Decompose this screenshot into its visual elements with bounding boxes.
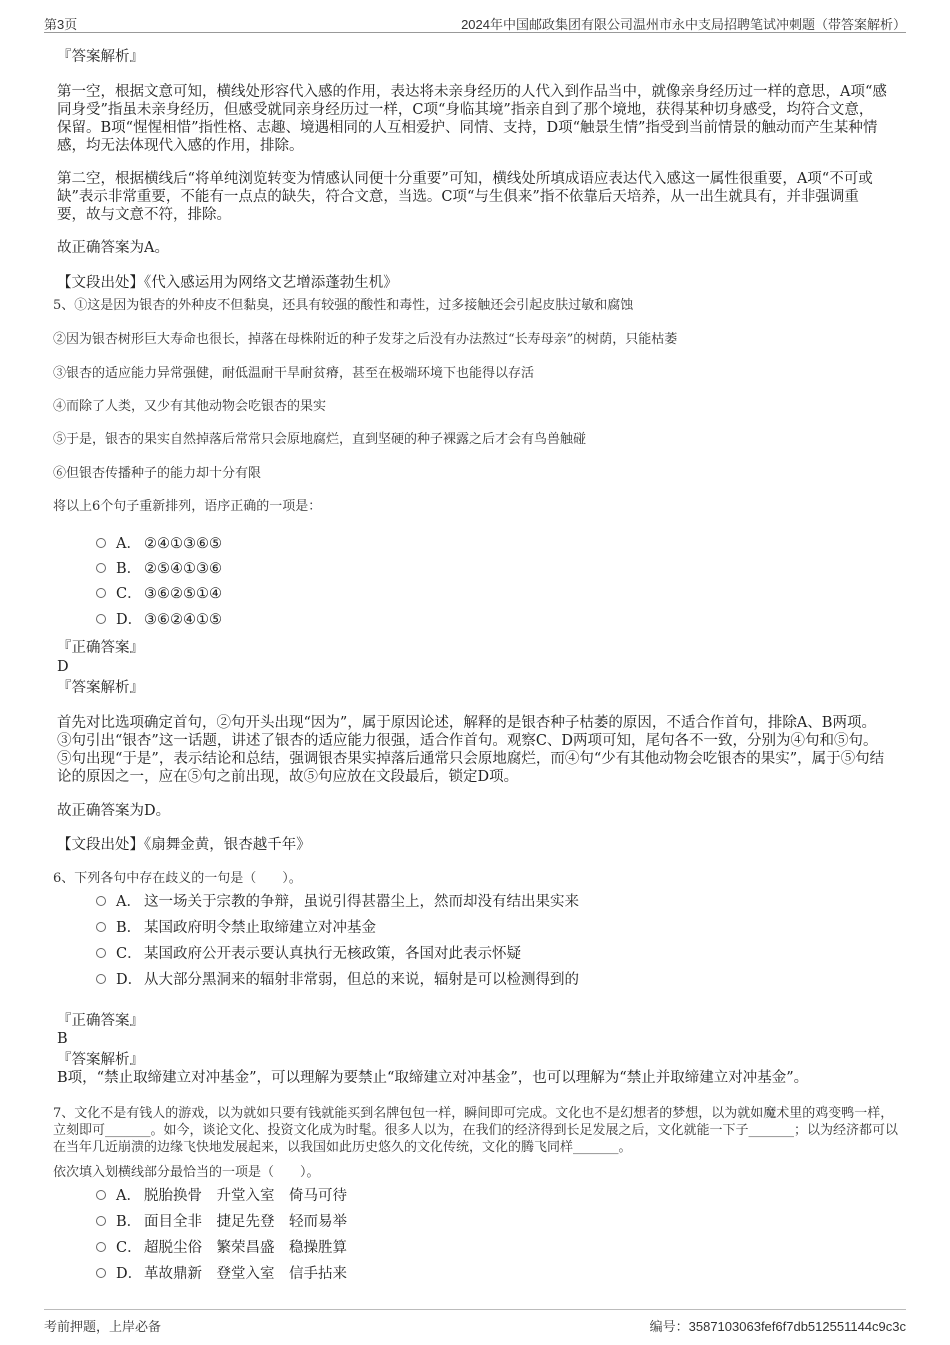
document-title: 2024年中国邮政集团有限公司温州市永中支局招聘笔试冲刺题（带答案解析） <box>461 17 906 32</box>
radio-icon[interactable] <box>96 922 106 932</box>
q6-option-c[interactable]: C． 某国政府公开表示要认真执行无核政策，各国对此表示怀疑 <box>96 945 521 963</box>
q6-option-a[interactable]: A． 这一场关于宗教的争辩，虽说引得甚嚣尘上，然而却没有结出果实来 <box>96 893 579 911</box>
q5-analysis: 首先对比选项确定首句，②句开头出现“因为”，属于原因论述，解释的是银杏种子枯萎的原因，不适合作首句，排除A、B两项。③句引出“银杏”这一话题，讲述了银杏的适应能力很强，适合作首句。观察C、D两项可知，尾句各不一致，分别为④句和⑤句。⑤句出现“于是”，表示结论和总结，强调银杏果实掉落后通常只会原地腐烂，而④句“少有其他动物会吃银杏的果实”，属于⑤句结论的原因之一，应在⑤句之前出现，故⑤句应放在文段最后，锁定D项。 <box>57 715 885 785</box>
radio-icon[interactable] <box>96 538 106 548</box>
q6-answer: B <box>57 1031 68 1047</box>
q7-option-c[interactable]: C． 超脱尘俗 繁荣昌盛 稳操胜算 <box>96 1239 347 1257</box>
q5-sentence-1: 5、①这是因为银杏的外种皮不但黏臭，还具有较强的酸性和毒性，过多接触还会引起皮肤过敏和腐蚀 <box>53 298 634 313</box>
q5-answer-label: 『正确答案』 <box>57 640 144 656</box>
q4-source: 【文段出处】《代入感运用为网络文艺增添蓬勃生机》 <box>57 275 398 291</box>
page-number: 第3页 <box>44 17 78 32</box>
q5-sentence-2: ②因为银杏树形巨大寿命也很长，掉落在母株附近的种子发芽之后没有办法熬过“长寿母亲”的树荫，只能枯萎 <box>53 332 678 347</box>
radio-icon[interactable] <box>96 614 106 624</box>
q7-prompt: 依次填入划横线部分最恰当的一项是（ ）。 <box>53 1165 320 1180</box>
radio-icon[interactable] <box>96 974 106 984</box>
radio-icon[interactable] <box>96 563 106 573</box>
page-footer <box>44 1309 906 1335</box>
q5-analysis-label: 『答案解析』 <box>57 680 144 696</box>
q6-option-b[interactable]: B． 某国政府明令禁止取缔建立对冲基金 <box>96 919 376 937</box>
q6-answer-label: 『正确答案』 <box>57 1013 144 1029</box>
q5-option-a[interactable]: A． ②④①③⑥⑤ <box>96 535 222 553</box>
q7-option-b[interactable]: B． 面目全非 捷足先登 轻而易举 <box>96 1213 347 1231</box>
radio-icon[interactable] <box>96 1216 106 1226</box>
q7-option-a[interactable]: A． 脱胎换骨 升堂入室 倚马可待 <box>96 1187 347 1205</box>
page-header <box>44 12 906 33</box>
q5-option-b[interactable]: B． ②⑤④①③⑥ <box>96 560 222 578</box>
footer-slogan: 考前押题，上岸必备 <box>44 1320 162 1335</box>
q7-option-d[interactable]: D． 革故鼎新 登堂入室 信手拈来 <box>96 1265 347 1283</box>
q5-sentence-3: ③银杏的适应能力异常强健，耐低温耐干旱耐贫瘠，甚至在极端环境下也能得以存活 <box>53 366 535 381</box>
q6-stem: 6、下列各句中存在歧义的一句是（ ）。 <box>53 871 302 886</box>
document-id: 编号：3587103063fef6f7db512551144c9c3c <box>649 1319 906 1334</box>
q4-analysis-p1: 第一空，根据文意可知，横线处形容代入感的作用，表达将未亲身经历的人代入到作品当中，就像亲身经历过一样的意思，A项“感同身受”指虽未亲身经历，但感受就同亲身经历过一样，C项“身临其境”指亲自到了那个境地，获得某种切身感受，均符合文意，保留。B项“惺惺相惜”指性格、志趣、境遇相同的人互相爱护、同情、支持，D项“触景生情”指受到当前情景的触动而产生某种情感，均无法体现代入感的作用，排除。 <box>57 84 887 154</box>
q6-analysis: B项，“禁止取缔建立对冲基金”，可以理解为要禁止“取缔建立对冲基金”，也可以理解为“禁止并取缔建立对冲基金”。 <box>57 1070 809 1086</box>
q4-analysis-p2: 第二空，根据横线后“将单纯浏览转变为情感认同便十分重要”可知，横线处所填成语应表达代入感这一属性很重要，A项“不可或缺”表示非常重要，不能有一点点的缺失，符合文意，当选。C项“与生俱来”指不依靠后天培养，从一出生就具有，并非强调重要，故与文意不符，排除。 <box>57 171 873 223</box>
q5-sentence-4: ④而除了人类，又少有其他动物会吃银杏的果实 <box>53 399 327 414</box>
q5-sentence-6: ⑥但银杏传播种子的能力却十分有限 <box>53 466 262 481</box>
q5-prompt: 将以上6个句子重新排列，语序正确的一项是： <box>53 499 322 514</box>
q6-option-d[interactable]: D． 从大部分黑洞来的辐射非常弱，但总的来说，辐射是可以检测得到的 <box>96 971 579 989</box>
q5-option-c[interactable]: C． ③⑥②⑤①④ <box>96 585 222 603</box>
q4-conclusion: 故正确答案为A。 <box>57 240 169 256</box>
radio-icon[interactable] <box>96 948 106 958</box>
q5-conclusion: 故正确答案为D。 <box>57 803 171 819</box>
radio-icon[interactable] <box>96 896 106 906</box>
q5-source: 【文段出处】《扇舞金黄，银杏越千年》 <box>57 837 311 853</box>
radio-icon[interactable] <box>96 1268 106 1278</box>
radio-icon[interactable] <box>96 1190 106 1200</box>
q6-analysis-label: 『答案解析』 <box>57 1052 144 1068</box>
radio-icon[interactable] <box>96 1242 106 1252</box>
q4-analysis-label: 『答案解析』 <box>57 49 144 65</box>
q5-answer: D <box>57 659 69 675</box>
q7-stem: 7、文化不是有钱人的游戏，以为就如只要有钱就能买到名牌包包一样，瞬间即可完成。文化也不是幻想者的梦想，以为就如魔术里的鸡变鸭一样，立刻即可_______。如今，谈论文化、投资文化成为时髦。很多人以为，在我们的经济得到长足发展之后，文化就能一下子_______；以为经济都可以在当年几近崩溃的边缘飞快地发展起来，以我国如此历史悠久的文化传统，文化的腾飞同样_______。 <box>53 1106 899 1155</box>
q5-sentence-5: ⑤于是，银杏的果实自然掉落后常常只会原地腐烂，直到坚硬的种子裸露之后才会有鸟兽触碰 <box>53 432 587 447</box>
radio-icon[interactable] <box>96 588 106 598</box>
q5-option-d[interactable]: D． ③⑥②④①⑤ <box>96 611 222 629</box>
